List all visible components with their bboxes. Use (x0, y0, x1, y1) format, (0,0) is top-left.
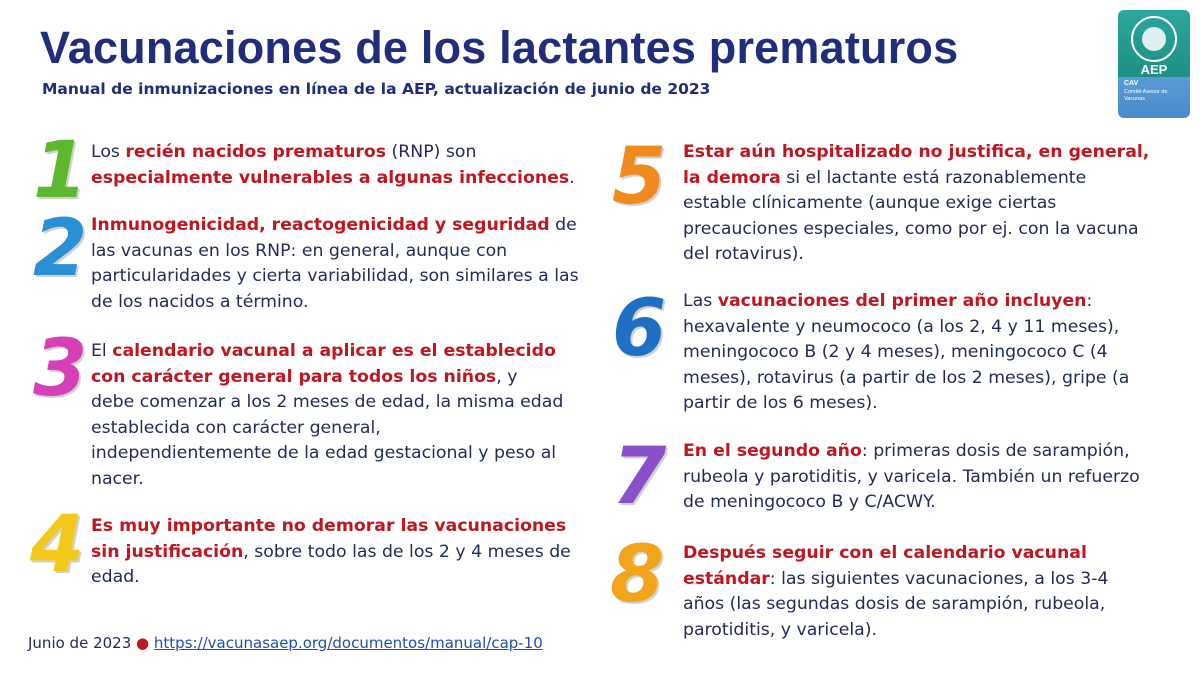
item-7-text: En el segundo año: primeras dosis de sarampión, rubeola y parotiditis, y varicela. También un refuerzo de meningococo B y C/ACWY. (683, 441, 1140, 512)
number-3-icon: 3 (33, 324, 88, 414)
aep-cav-logo (1118, 10, 1190, 118)
number-1-icon: 1 (33, 126, 88, 216)
number-5-icon: 5 (612, 132, 667, 222)
footer-date: Junio de 2023 (28, 634, 132, 652)
number-2-icon: 2 (33, 204, 88, 294)
number-8-icon: 8 (610, 530, 665, 620)
logo-cav-text: CAV (1124, 80, 1139, 87)
item-2-text: Inmunogenicidad, reactogenicidad y seguridad de las vacunas en los RNP: en general, aunque con particularidades y cierta variabilidad, son similares a las de los nacidos a término. (91, 215, 579, 312)
number-7-icon: 7 (612, 432, 667, 522)
manual-link[interactable]: https://vacunasaep.org/documentos/manual/cap-10 (153, 634, 543, 652)
logo-cav-subtitle: Comité Asesor de Vacunas (1124, 89, 1168, 102)
aep-seal-icon (1131, 16, 1177, 62)
item-5-text: Estar aún hospitalizado no justifica, en general, la demora si el lactante está razonablemente estable clínicamente (aunque exige ciertas precauciones especiales, como por ej. con la vacuna del rotavirus). (683, 142, 1150, 264)
item-4-text: Es muy importante no demorar las vacunaciones sin justificación, sobre todo las de los 2 y 4 meses de edad. (91, 516, 571, 587)
item-6-text: Las vacunaciones del primer año incluyen: hexavalente y neumococo (a los 2, 4 y 11 meses), meningococo B (2 y 4 meses), meningococo C (4 meses), rotavirus (a partir de los 2 meses), gripe (a partir de los 6 meses). (683, 291, 1130, 413)
page-subtitle: Manual de inmunizaciones en línea de la AEP, actualización de junio de 2023 (42, 80, 711, 98)
item-1-text: Los recién nacidos prematuros (RNP) son especialmente vulnerables a algunas infecciones. (91, 142, 575, 188)
item-3-text: El calendario vacunal a aplicar es el establecido con carácter general para todos los niños, y debe comenzar a los 2 meses de edad, la misma edad establecida con carácter general, independientemente de la edad gestacional y peso al nacer. (91, 341, 564, 489)
number-4-icon: 4 (30, 500, 85, 590)
logo-aep-text: AEP (1140, 62, 1168, 77)
footer (28, 634, 543, 652)
footer-bullet-icon: ● (136, 634, 150, 652)
item-8-text: Después seguir con el calendario vacunal estándar: las siguientes vacunaciones, a los 3-4 años (las segundas dosis de sarampión, rubeola, parotiditis, y varicela). (683, 543, 1109, 640)
number-6-icon: 6 (612, 284, 667, 374)
page-title: Vacunaciones de los lactantes prematuros (40, 22, 959, 73)
